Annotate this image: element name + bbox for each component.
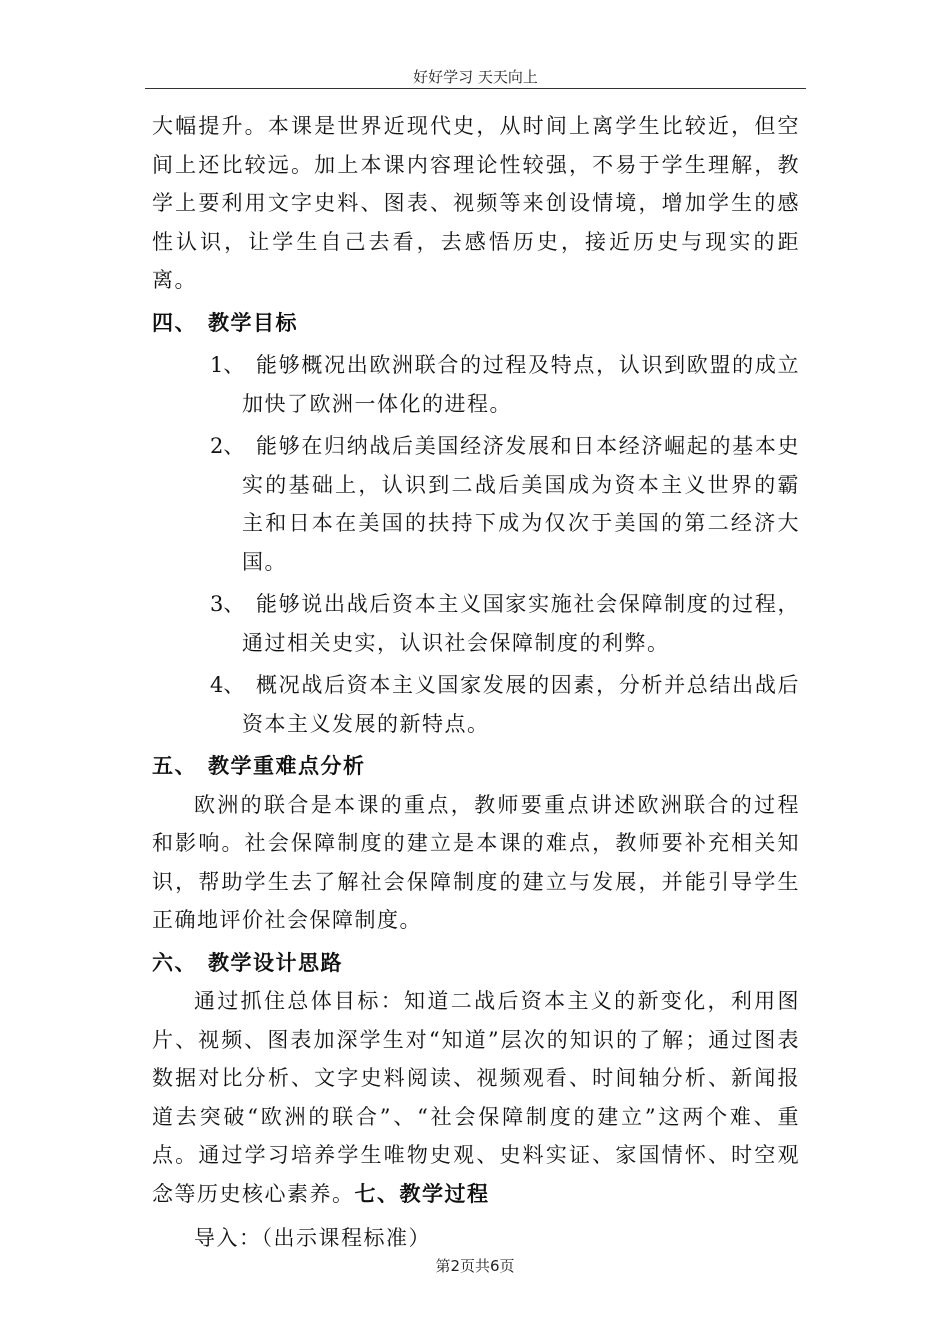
goal-number: 2、: [210, 434, 245, 458]
page-footer: 第2页共6页: [435, 1257, 515, 1275]
section-heading-4: [152, 304, 800, 343]
goal-item-4: [152, 666, 800, 743]
section-number: 五、: [152, 754, 197, 778]
header-divider: [145, 88, 806, 89]
section-number: 四、: [152, 310, 197, 335]
intro-step-paragraph: 导入：（出示课程标准）: [194, 1226, 431, 1250]
goal-number: 3、: [210, 592, 245, 616]
goal-item-2: [152, 427, 800, 581]
section-heading-5: [152, 747, 800, 786]
section-heading-7: 七、教学过程: [354, 1181, 490, 1206]
key-points-paragraph: 欧洲的联合是本课的重点，教师要重点讲述欧洲联合的过程和影响。社会保障制度的建立是本课的难点，教师要补充相关知识，帮助学生去了解社会保障制度的建立与发展，并能引导学生正确地评价社会保障制度。: [152, 792, 800, 932]
page-header: 好好学习 天天向上: [413, 68, 538, 86]
section-title: 教学设计思路: [208, 950, 343, 975]
goal-item-3: [152, 585, 800, 662]
goal-item-1: [152, 346, 800, 423]
goal-number: 1、: [210, 353, 245, 377]
section-heading-6: [152, 944, 800, 983]
section-number: 六、: [152, 950, 197, 975]
goal-text: 能够说出战后资本主义国家实施社会保障制度的过程，通过相关史实，认识社会保障制度的利弊。: [242, 592, 800, 655]
document-body: [152, 107, 800, 1258]
intro-paragraph: 大幅提升。本课是世界近现代史，从时间上离学生比较近，但空间上还比较远。加上本课内容理论性较强，不易于学生理解，教学上要利用文字史料、图表、视频等来创设情境，增加学生的感性认识，让学生自己去看，去感悟历史，接近历史与现实的距离。: [152, 114, 800, 292]
goal-text: 能够在归纳战后美国经济发展和日本经济崛起的基本史实的基础上，认识到二战后美国成为资本主义世界的霸主和日本在美国的扶持下成为仅次于美国的第二经济大国。: [242, 434, 800, 574]
section-title: 教学重难点分析: [208, 754, 366, 778]
goal-number: 4、: [210, 673, 245, 697]
section-title: 教学目标: [208, 310, 298, 335]
design-text: 通过抓住总体目标：知道二战后资本主义的新变化，利用图片、视频、图表加深学生对“知道”层次的知识的了解；通过图表数据对比分析、文字史料阅读、视频观看、时间轴分析、新闻报道去突破“欧洲的联合”、“社会保障制度的建立”这两个难、重点。通过学习培养学生唯物史观、史料实证、家国情怀、时空观念等历史核心素养。: [152, 989, 800, 1206]
goal-text: 概况战后资本主义国家发展的因素，分析并总结出战后资本主义发展的新特点。: [242, 673, 800, 736]
design-paragraph: [152, 982, 800, 1213]
goal-text: 能够概况出欧洲联合的过程及特点，认识到欧盟的成立加快了欧洲一体化的进程。: [242, 353, 800, 416]
